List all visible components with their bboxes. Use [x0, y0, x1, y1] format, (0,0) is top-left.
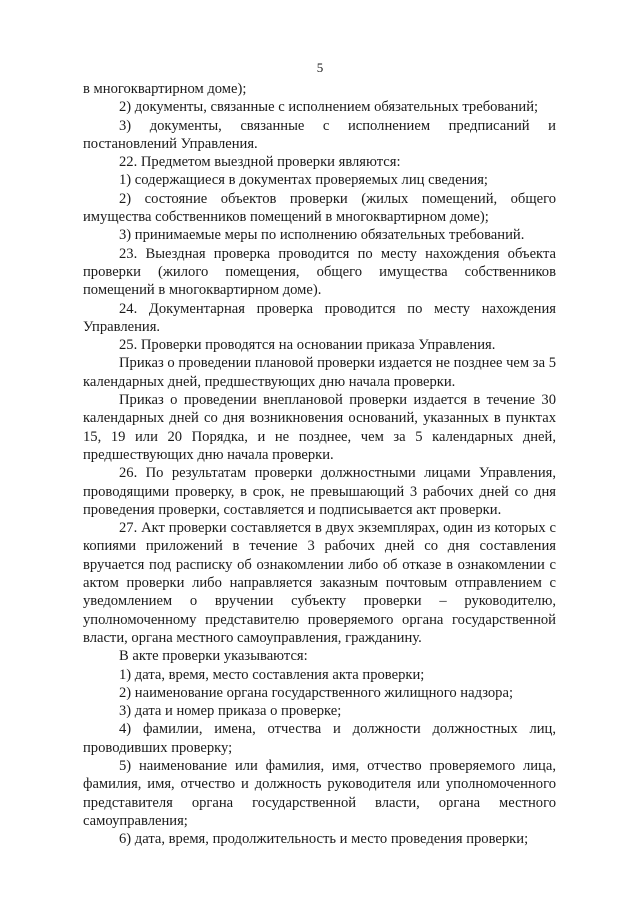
- paragraph: в многоквартирном доме);: [83, 81, 247, 97]
- paragraph: 4) фамилии, имена, отчества и должности должностных лиц, проводивших проверку;: [83, 721, 556, 756]
- paragraph: 23. Выездная проверка проводится по месту нахождения объекта проверки (жилого помещения, общего имущества собственников помещений в многоквартирном доме).: [83, 245, 556, 299]
- paragraph: 3) принимаемые меры по исполнению обязательных требований.: [119, 227, 525, 244]
- paragraph: 1) содержащиеся в документах проверяемых лиц сведения;: [119, 172, 488, 189]
- paragraph: 26. По результатам проверки должностными лицами Управления, проводящими проверку, в срок, не превышающий 3 рабочих дней со дня проведения проверки, составляется и подписывается акт проверки.: [83, 465, 556, 518]
- paragraph: 1) дата, время, место составления акта проверки;: [119, 666, 425, 683]
- paragraph: 22. Предметом выездной проверки являются:: [119, 154, 401, 171]
- paragraph: 25. Проверки проводятся на основании приказа Управления.: [119, 337, 496, 354]
- paragraph: 2) состояние объектов проверки (жилых помещений, общего имущества собственников помещений в многоквартирном доме);: [83, 190, 556, 226]
- paragraph: 2) документы, связанные с исполнением обязательных требований;: [119, 99, 539, 116]
- paragraph: 3) документы, связанные с исполнением предписаний и постановлений Управления.: [83, 117, 556, 152]
- paragraph: 6) дата, время, продолжительность и место проведения проверки;: [119, 831, 529, 848]
- paragraph: Приказ о проведении плановой проверки издается не позднее чем за 5 календарных дней, предшествующих дню начала проверки.: [83, 355, 556, 390]
- document-body: [83, 80, 556, 848]
- page-number: 5: [316, 60, 324, 75]
- paragraph: Приказ о проведении внеплановой проверки издается в течение 30 календарных дней со дня возникновения оснований, указанных в пунктах 15, 19 или 20 Порядка, и не позднее, чем за 5 календарных дней, предшествующих дню начала проверки.: [83, 392, 556, 463]
- paragraph: В акте проверки указываются:: [119, 648, 308, 665]
- paragraph: 24. Документарная проверка проводится по месту нахождения Управления.: [83, 300, 556, 335]
- paragraph: 5) наименование или фамилия, имя, отчество проверяемого лица, фамилия, имя, отчество и должность руководителя или уполномоченного представителя органа государственной власти, органа местного самоуправления;: [83, 757, 556, 829]
- paragraph: 2) наименование органа государственного жилищного надзора;: [119, 684, 513, 701]
- paragraph: 3) дата и номер приказа о проверке;: [119, 703, 342, 720]
- paragraph: 27. Акт проверки составляется в двух экземплярах, один из которых с копиями приложений в течение 3 рабочих дней со дня составления вручается под расписку об ознакомлении либо об отказе в ознакомлении с актом проверки либо направляется заказным почтовым отправлением с уведомлением о вручении субъекту проверки – руководителю, уполномоченному представителю проверяемого органа государственной власти, органа местного самоуправления, гражданину.: [83, 520, 556, 646]
